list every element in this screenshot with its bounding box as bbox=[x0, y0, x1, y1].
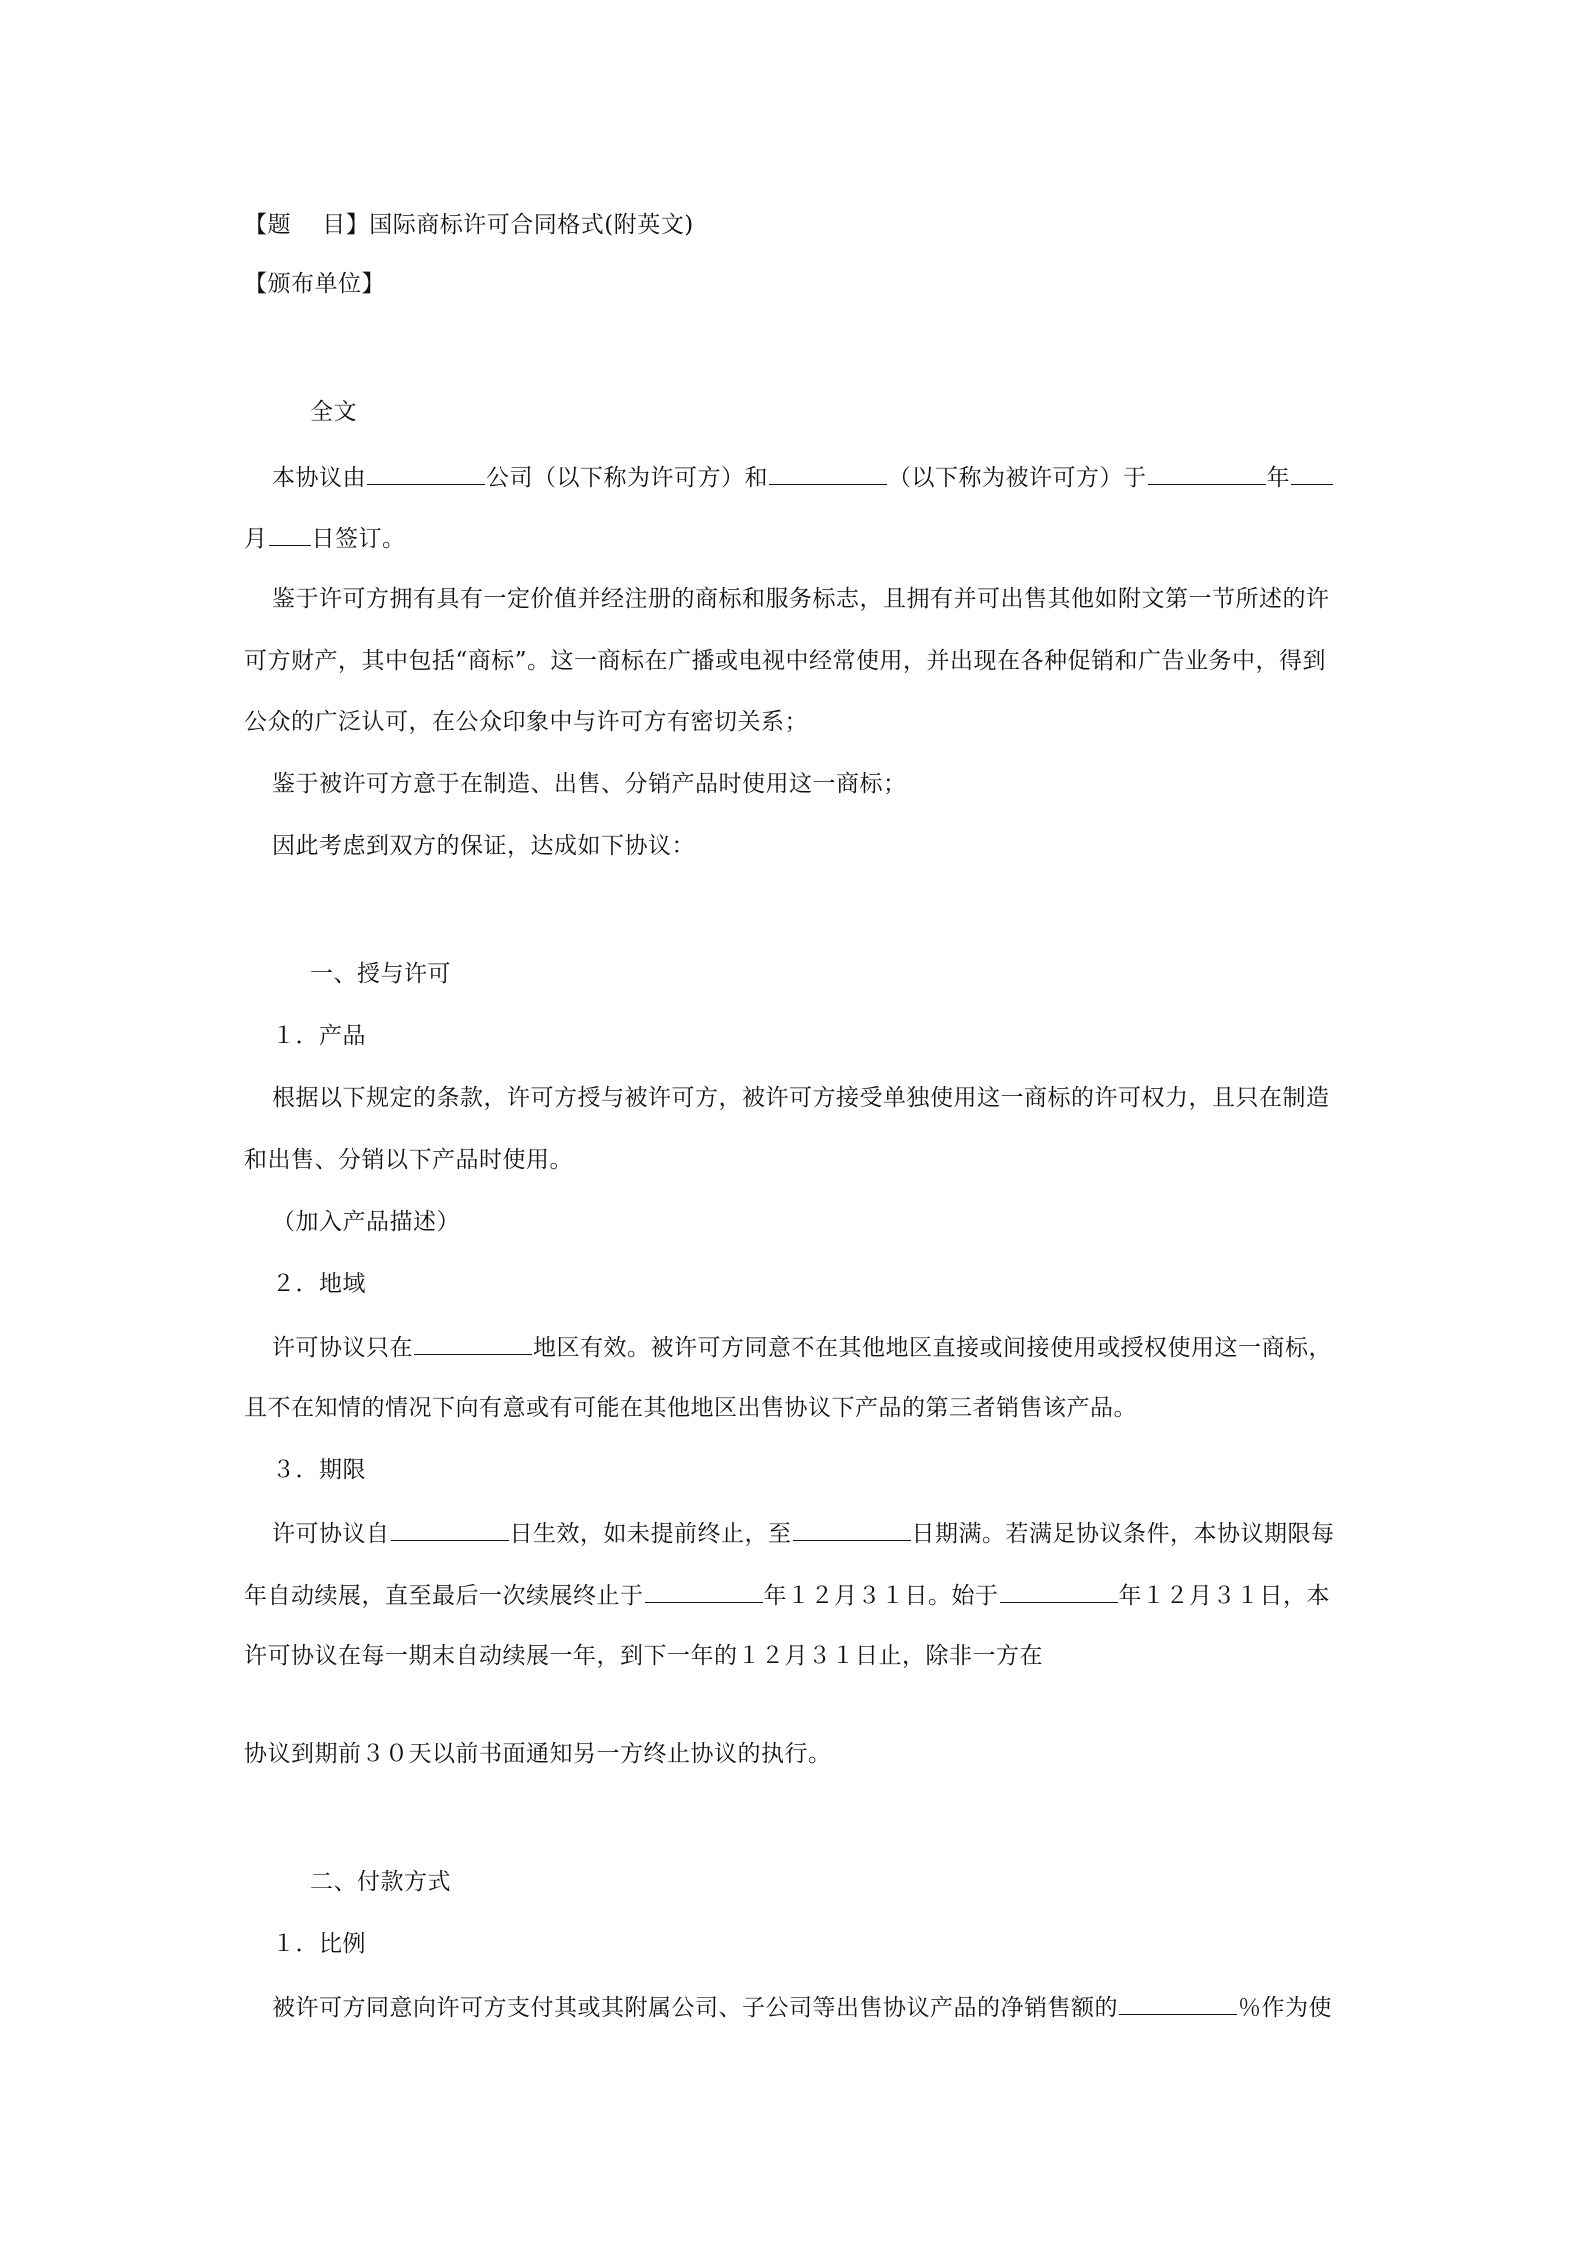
text-segment: 许可协议只在 bbox=[272, 1335, 413, 1361]
preamble-paragraph-2-line-2: 可方财产，其中包括“商标”。这一商标在广播或电视中经常使用，并出现在各种促销和广告业务中，得到 bbox=[244, 648, 1327, 674]
text-segment: 月 bbox=[244, 526, 268, 552]
section-2-item-1-line-1 bbox=[272, 1992, 1332, 2022]
section-2-heading: 二、付款方式 bbox=[310, 1869, 451, 1895]
text-segment: 年 bbox=[1266, 465, 1290, 491]
fill-in-blank bbox=[1119, 1992, 1237, 2015]
section-1-item-3-line-3: 许可协议在每一期末自动续展一年，到下一年的１２月３１日止，除非一方在 bbox=[244, 1643, 1043, 1669]
fill-in-blank bbox=[269, 523, 311, 546]
text-segment: （以下称为被许可方）于 bbox=[888, 465, 1147, 491]
text-segment: 被许可方同意向许可方支付其或其附属公司、子公司等出售协议产品的净销售额的 bbox=[272, 1995, 1118, 2021]
fill-in-blank bbox=[414, 1332, 532, 1355]
section-1-item-3-line-2 bbox=[244, 1580, 1330, 1610]
fill-in-blank bbox=[645, 1580, 763, 1603]
fill-in-blank bbox=[769, 462, 887, 485]
fill-in-blank bbox=[367, 462, 485, 485]
text-segment: 许可协议自 bbox=[272, 1521, 390, 1547]
fill-in-blank bbox=[391, 1518, 509, 1541]
section-2-item-1-title: １．比例 bbox=[272, 1931, 366, 1957]
section-1-item-2-line-1 bbox=[272, 1332, 1332, 1362]
text-segment: 地区有效。被许可方同意不在其他地区直接或间接使用或授权使用这一商标， bbox=[533, 1335, 1332, 1361]
fill-in-blank bbox=[1148, 462, 1266, 485]
text-segment: 年１２月３１日。始于 bbox=[763, 1583, 999, 1609]
section-1-item-3-line-1 bbox=[272, 1518, 1335, 1548]
section-1-item-3-line-4: 协议到期前３０天以前书面通知另一方终止协议的执行。 bbox=[244, 1741, 832, 1767]
section-1-item-1-note: （加入产品描述） bbox=[272, 1209, 460, 1235]
text-segment: 日期满。若满足协议条件，本协议期限每 bbox=[911, 1521, 1335, 1547]
preamble-paragraph-1-line-1 bbox=[272, 462, 1334, 492]
text-segment: 本协议由 bbox=[272, 465, 366, 491]
section-1-heading: 一、授与许可 bbox=[310, 961, 451, 987]
preamble-paragraph-3: 鉴于被许可方意于在制造、出售、分销产品时使用这一商标； bbox=[272, 771, 907, 797]
section-1-item-2-title: ２．地域 bbox=[272, 1271, 366, 1297]
section-1-item-2-line-2: 且不在知情的情况下向有意或有可能在其他地区出售协议下产品的第三者销售该产品。 bbox=[244, 1395, 1137, 1421]
preamble-paragraph-2-line-1: 鉴于许可方拥有具有一定价值并经注册的商标和服务标志，且拥有并可出售其他如附文第一节所述的许 bbox=[272, 586, 1330, 612]
section-1-item-1-title: １．产品 bbox=[272, 1023, 366, 1049]
preamble-paragraph-2-line-3: 公众的广泛认可，在公众印象中与许可方有密切关系； bbox=[244, 709, 808, 735]
issuer-label: 【颁布单位】 bbox=[244, 271, 385, 297]
text-segment: 年１２月３１日，本 bbox=[1118, 1583, 1330, 1609]
section-1-item-3-title: ３．期限 bbox=[272, 1457, 366, 1483]
document-title: 【题 目】国际商标许可合同格式(附英文) bbox=[244, 212, 694, 238]
text-segment: 年自动续展，直至最后一次续展终止于 bbox=[244, 1583, 644, 1609]
text-segment: 公司（以下称为许可方）和 bbox=[486, 465, 768, 491]
fill-in-blank bbox=[793, 1518, 911, 1541]
section-1-item-1-line-2: 和出售、分销以下产品时使用。 bbox=[244, 1147, 573, 1173]
fill-in-blank bbox=[1291, 462, 1333, 485]
section-1-item-1-line-1: 根据以下规定的条款，许可方授与被许可方，被许可方接受单独使用这一商标的许可权力，且只在制造 bbox=[272, 1085, 1330, 1111]
preamble-paragraph-4: 因此考虑到双方的保证，达成如下协议： bbox=[272, 833, 695, 859]
fill-in-blank bbox=[1000, 1580, 1118, 1603]
preamble-paragraph-1-line-2 bbox=[244, 523, 406, 553]
fulltext-label: 全文 bbox=[310, 399, 357, 425]
text-segment: 日签订。 bbox=[311, 526, 406, 552]
text-segment: 日生效，如未提前终止，至 bbox=[509, 1521, 792, 1547]
text-segment: ％作为使 bbox=[1238, 1995, 1332, 2021]
